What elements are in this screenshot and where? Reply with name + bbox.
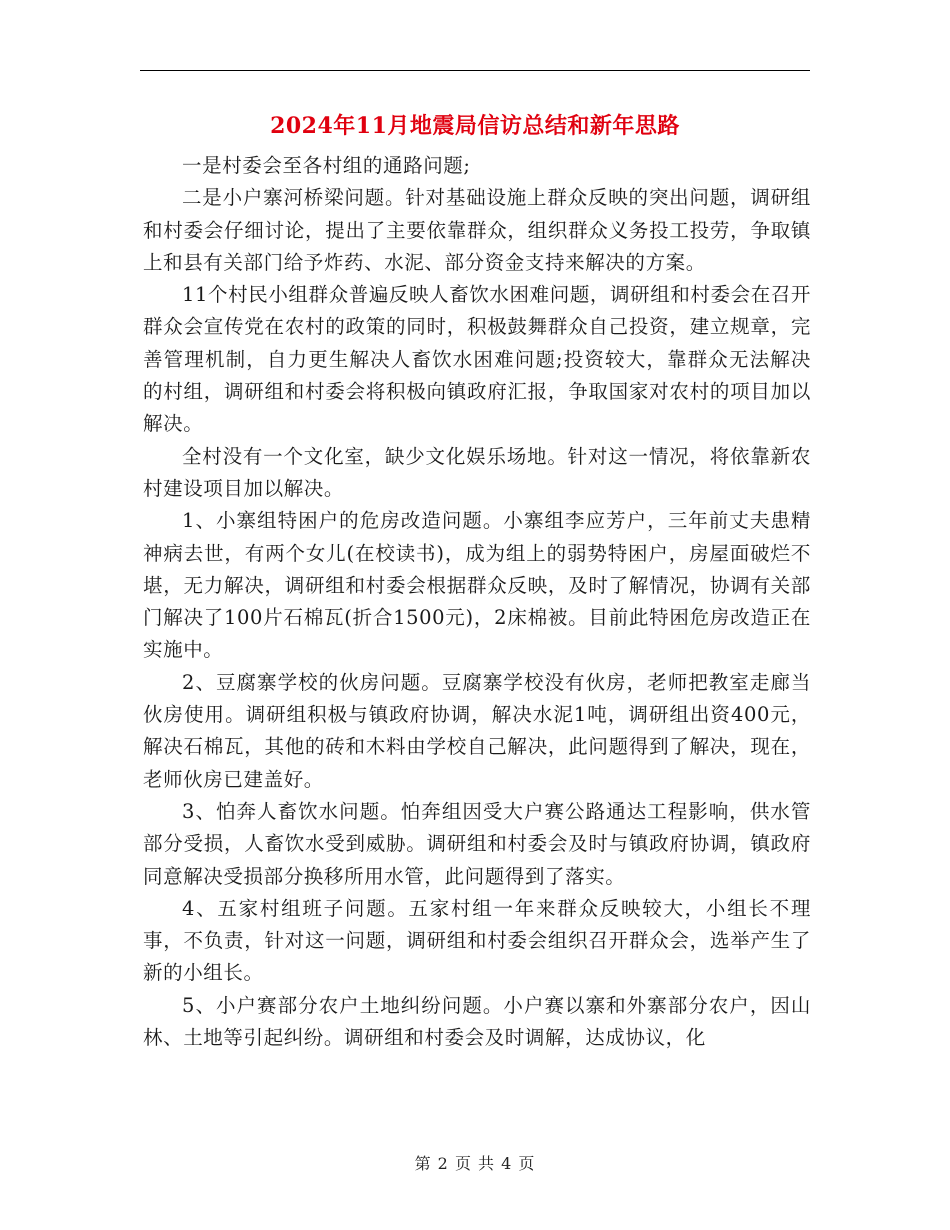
document-body [143,150,811,1054]
paragraph: 11个村民小组群众普遍反映人畜饮水困难问题，调研组和村委会在召开群众会宣传党在农村的政策的同时，积极鼓舞群众自己投资，建立规章，完善管理机制，自力更生解决人畜饮水困难问题;投资较大，靠群众无法解决的村组，调研组和村委会将积极向镇政府汇报，争取国家对农村的项目加以解决。 [143,283,812,436]
paragraph: 1、小寨组特困户的危房改造问题。小寨组李应芳户，三年前丈夫患精神病去世，有两个女儿(在校读书)，成为组上的弱势特困户，房屋面破烂不堪，无力解决，调研组和村委会根据群众反映，及时了解情况，协调有关部门解决了100片石棉瓦(折合1500元)，2床棉被。目前此特困危房改造正在实施中。 [143,509,811,662]
paragraph: 2、豆腐寨学校的伙房问题。豆腐寨学校没有伙房，老师把教室走廊当伙房使用。调研组积极与镇政府协调，解决水泥1吨，调研组出资400元，解决石棉瓦，其他的砖和木料由学校自己解决，此问题得到了解决，现在，老师伙房已建盖好。 [143,670,811,791]
document-title: 2024年11月地震局信访总结和新年思路 [270,113,680,139]
paragraph: 3、怕奔人畜饮水问题。怕奔组因受大户赛公路通达工程影响，供水管部分受损，人畜饮水受到威胁。调研组和村委会及时与镇政府协调，镇政府同意解决受损部分换移所用水管，此问题得到了落实。 [143,799,811,888]
paragraph: 5、小户赛部分农户土地纠纷问题。小户赛以寨和外寨部分农户，因山林、土地等引起纠纷。调研组和村委会及时调解，达成协议，化 [143,993,811,1050]
paragraph: 4、五家村组班子问题。五家村组一年来群众反映较大，小组长不理事，不负责，针对这一问题，调研组和村委会组织召开群众会，选举产生了新的小组长。 [143,896,811,985]
paragraph: 一是村委会至各村组的通路问题; [182,154,471,177]
paragraph: 二是小户寨河桥梁问题。针对基础设施上群众反映的突出问题，调研组和村委会仔细讨论，提出了主要依靠群众，组织群众义务投工投劳，争取镇上和县有关部门给予炸药、水泥、部分资金支持来解决的方案。 [143,186,811,274]
paragraph: 全村没有一个文化室，缺少文化娱乐场地。针对这一情况，将依靠新农村建设项目加以解决。 [143,444,811,500]
page-number-footer: 第 2 页 共 4 页 [414,1154,536,1173]
header-rule [140,70,810,71]
